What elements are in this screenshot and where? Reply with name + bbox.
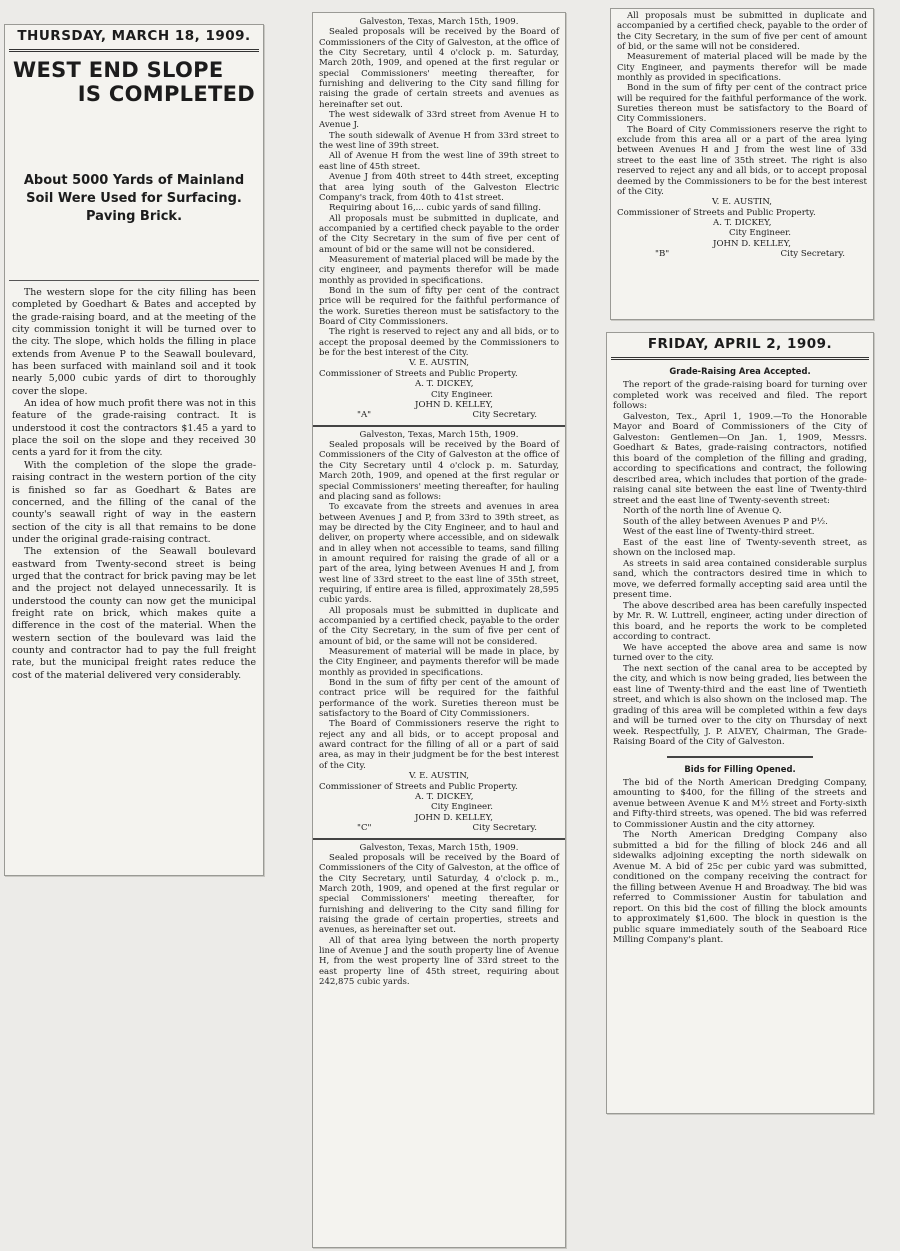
signer-name: JOHN D. KELLEY, bbox=[415, 812, 493, 823]
paragraph: Measurement of material placed will be made by the city engineer, and payments therefor will be made monthly as provided in specifications. bbox=[319, 254, 559, 286]
notice-date: Galveston, Texas, March 15th, 1909. bbox=[359, 842, 519, 853]
article-clipping-grade-raising bbox=[606, 332, 874, 1114]
paragraph: Bond in the sum of fifty per cent of the contract price will be required for the faithful performance of the work. Sureties thereon must be satisfactory to the Board of City Commissioners. bbox=[319, 285, 559, 327]
notice-last bbox=[313, 843, 565, 988]
notice-date: Galveston, Texas, March 15th, 1909. bbox=[359, 429, 519, 440]
notice-mark: "C" bbox=[357, 823, 372, 834]
paragraph: The west sidewalk of 33rd street from Avenue H to Avenue J. bbox=[319, 110, 559, 131]
headline bbox=[5, 52, 263, 106]
signer-title: City Secretary. bbox=[780, 249, 845, 260]
article-body bbox=[607, 778, 873, 946]
article-clipping-west-end-slope bbox=[4, 24, 264, 876]
signer-title: Commissioner of Streets and Public Property. bbox=[319, 368, 518, 379]
paragraph: All proposals must be submitted in duplicate and accompanied by a certified check, payable to the order of the City Secretary, in the sum of five per cent of amount of bid, or the same will not be considered. bbox=[319, 605, 559, 647]
signer-title: City Engineer. bbox=[729, 228, 792, 239]
paragraph: Measurement of material will be made in place, by the City Engineer, and payments therefor will be made monthly as provided in specifications. bbox=[319, 647, 559, 678]
subheadline: Grade-Raising Area Accepted. bbox=[669, 366, 811, 376]
signer-title: Commissioner of Streets and Public Property. bbox=[617, 207, 816, 218]
paragraph: With the completion of the slope the grade-raising contract in the western portion of the city is finished so far as Goedhart & Bates are concerned, and the filling of the canal of the county's seawall right of way in the eastern section of the city is all that remains to be done under the original grade-raising contract. bbox=[12, 459, 256, 545]
divider bbox=[313, 838, 565, 840]
paragraph: Measurement of material placed will be made by the City Engineer, and payments therefor will be made monthly as provided in specifications. bbox=[617, 52, 867, 84]
paragraph: The Board of Commissioners reserve the right to reject any and all bids, or to accept proposal and award contract for the filling of all or a part of said area, as may in their judgment be for the best interest of the City. bbox=[319, 719, 559, 771]
paragraph: The south sidewalk of Avenue H from 33rd street to the west line of 39th street. bbox=[319, 130, 559, 152]
paragraph: All proposals must be submitted in duplicate, and accompanied by a certified check payable to the order of the City Secretary in the sum of five per cent of amount of bid or the same will not be considered. bbox=[319, 213, 559, 255]
notice-mark: "A" bbox=[357, 410, 372, 421]
paragraph: As streets in said area contained considerable surplus sand, which the contractors desired time in which to move, we deferred formally accepting said area until the present time. bbox=[613, 558, 867, 600]
paragraph: Bond in the sum of fifty per cent of the amount of contract price will be required for the faithful performance of the work. Sureties thereon must be satisfactory to the Board of City Commissioners. bbox=[319, 678, 559, 720]
signer-name: V. E. AUSTIN, bbox=[711, 197, 773, 208]
paragraph: All of that area lying between the north property line of Avenue J and the south property line of Avenue H, from the west property line of 33rd street to the east property line of 45th street, requiring about 242,875 cubic yards. bbox=[319, 935, 559, 988]
paragraph: To excavate from the streets and avenues in area between Avenues J and P, from 33rd to 39th street, as may be directed by the City Engineer, and to haul and deliver, on property where accessible, and on sidewalk and in alley when not accessible to teams, sand filling in amount required for raising the grade of all or a part of the area, lying between Avenues H and J, from west line of 33rd street to the east line of 35th street, requiring, if entire area is filled, approximately 28,595 cubic yards. bbox=[319, 502, 559, 606]
paragraph: All proposals must be submitted in duplicate and accompanied by a certified check, payable to the order of the City Secretary, in the sum of five per cent of amount of bid, or the same will not be considered. bbox=[617, 11, 867, 53]
paragraph: West of the east line of Twenty-third street. bbox=[623, 527, 815, 537]
signer-title: City Secretary. bbox=[472, 410, 537, 421]
signer-name: A. T. DICKEY, bbox=[415, 791, 474, 802]
paragraph: South of the alley between Avenues P and P½. bbox=[623, 516, 828, 527]
paragraph: The western slope for the city filling has been completed by Goedhart & Bates and accepted by the grade-raising board, and at the meeting of the city commission tonight it will be turned over to the city. The slope, which holds the filling in place extends from Avenue P to the Seawall boulevard, has been surfaced with mainland soil and it took nearly 5,000 cubic yards of dirt to thoroughly cover the slope. bbox=[12, 287, 256, 397]
paragraph: The bid of the North American Dredging Company, amounting to $400, for the filling of the streets and avenue between Avenue K and M½ street and Forty-sixth and Fifty-third streets, was opened. The bid was referred to Commissioner Austin and the city attorney. bbox=[613, 777, 867, 830]
signer-title: City Engineer. bbox=[431, 389, 494, 400]
divider bbox=[313, 425, 565, 427]
dateline: THURSDAY, MARCH 18, 1909. bbox=[9, 25, 259, 52]
signer-title: City Secretary. bbox=[472, 823, 537, 834]
article-body bbox=[5, 287, 263, 682]
paragraph: The right is reserved to reject any and all bids, or to accept the proposal deemed by the Commissioners to be for the best interest of the City. bbox=[319, 327, 559, 358]
headline-line-2: IS COMPLETED bbox=[77, 82, 255, 106]
paragraph: The Board of City Commissioners reserve the right to exclude from this area all or a part of the area lying between Avenues H and J from the west line of 33d street to the east line of 35th street. The right is also reserved to reject any and all bids, or to accept proposal deemed by the Commissioners to be for the best interest of the City. bbox=[617, 124, 867, 197]
paragraph: North of the north line of Avenue Q. bbox=[623, 506, 782, 516]
subheadline: Bids for Filling Opened. bbox=[684, 763, 796, 774]
notice-a bbox=[313, 13, 565, 358]
paragraph: Sealed proposals will be received by the Board of Commissioners of the City of Galveston at the office of the City Secretary until 4 o'clock p. m. Saturday, March 20th, 1909, and opened at the first regular or special Commissioners' meeting thereafter, for hauling and placing sand as follows: bbox=[319, 440, 559, 502]
divider bbox=[9, 280, 259, 281]
paragraph: The above described area has been carefully inspected by Mr. R. W. Luttrell, engineer, acting under direction of this board, and he reports the work to be completed according to contract. bbox=[613, 600, 867, 642]
signature-block-c bbox=[313, 771, 565, 833]
article-body bbox=[607, 380, 873, 748]
deck-subheadline: About 5000 Yards of Mainland Soil Were Used for Surfacing. Paving Brick. bbox=[23, 173, 245, 224]
paragraph: Avenue J from 40th street to 44th street, excepting that area lying south of the Galveston Electric Company's track, from 40th to 41st street. bbox=[319, 172, 559, 203]
signer-name: V. E. AUSTIN, bbox=[408, 771, 470, 782]
notice-b-clipping bbox=[610, 8, 874, 320]
paragraph: The next section of the canal area to be accepted by the city, and which is now being graded, lies between the east line of Twenty-third and the east line of Twentieth street, and which is also shown on the inclosed map. The grading of this area will be completed within a few days and will be turned over to the city on Thursday of next week. Respectfully, J. P. ALVEY, Chairman, The Grade-Raising Board of the City of Galveston. bbox=[613, 663, 867, 747]
divider bbox=[667, 756, 813, 758]
signer-name: A. T. DICKEY, bbox=[415, 379, 474, 390]
notice-c bbox=[313, 430, 565, 771]
signer-title: City Engineer. bbox=[431, 802, 494, 813]
paragraph: Sealed proposals will be received by the Board of Commissioners of the City of Galveston, at the office of the City Secretary, until Saturday, 4 o'clock p. m., March 20th, 1909, and opened at the first regular or special Commissioners' meeting thereafter, for furnishing and delivering to the City sand filling for raising the grade of certain properties, streets and avenues, as hereinafter set out. bbox=[319, 852, 559, 936]
paragraph: Galveston, Tex., April 1, 1909.—To the Honorable Mayor and Board of Commissioners of the City of Galveston: Gentlemen—On Jan. 1, 1909, Messrs. Goedhart & Bates, grade-raising contractors, notified this board of the completion of the filling and grading, according to specifications and contract, the following described area, which includes that portion of the grade-raising canal site between the east line of Twenty-third street and the east line of Twenty-seventh street: bbox=[613, 411, 867, 506]
signer-name: JOHN D. KELLEY, bbox=[713, 238, 791, 249]
headline-line-1: WEST END SLOPE bbox=[13, 58, 224, 82]
paragraph: East of the east line of Twenty-seventh street, as shown on the inclosed map. bbox=[613, 537, 867, 558]
paragraph: The North American Dredging Company also submitted a bid for the filling of block 246 and all sidewalks adjoining excepting the north sidewalk on Avenue M. A bid of 25c per cubic yard was submitted, conditioned on the company receiving the contract for the filling between Avenue H and Broadway. The bid was referred to Commissioner Austin for tabulation and report. On this bid the cost of filling the block amounts to approximately $1,600. The block in question is the public square immediately south of the Seaboard Rice Milling Company's plant. bbox=[613, 830, 867, 945]
notice-date: Galveston, Texas, March 15th, 1909. bbox=[359, 17, 519, 27]
paragraph: Bond in the sum of fifty per cent of the contract price will be required for the faithful performance of the work. Sureties thereon must be satisfactory to the Board of City Commissioners. bbox=[617, 83, 867, 125]
paragraph: The report of the grade-raising board for turning over completed work was received and filed. The report follows: bbox=[613, 380, 867, 411]
notice-b bbox=[611, 9, 873, 197]
paragraph: All of Avenue H from the west line of 39th street to east line of 45th street. bbox=[319, 151, 559, 172]
signer-name: V. E. AUSTIN, bbox=[408, 358, 470, 369]
paragraph: Sealed proposals will be received by the Board of Commissioners of the City of Galveston, at the office of the City Secretary, until 4 o'clock p. m. Saturday, March 20th, 1909, and opened at the first regular or special Commissioners' meeting thereafter, for furnishing and delivering to the City sand filling for raising the grade of certain streets and avenues as hereinafter set out. bbox=[319, 27, 559, 110]
paragraph: The extension of the Seawall boulevard eastward from Twenty-second street is being urged that the contract for brick paving may be let and the project not delayed unnecessarily. It is understood the county can now get the municipal freight rate on brick, which makes quite a difference in the cost of the material. When the western section of the boulevard was laid the county and contractor had to pay the full freight rate, but the municipal freight rates reduce the cost of the material delivered very considerably. bbox=[12, 546, 256, 681]
signer-title: Commissioner of Streets and Public Property. bbox=[319, 781, 518, 792]
signature-block-a bbox=[313, 358, 565, 420]
signer-name: JOHN D. KELLEY, bbox=[415, 399, 493, 410]
paragraph: Requiring about 16,... cubic yards of sand filling. bbox=[329, 203, 541, 214]
paragraph: An idea of how much profit there was not in this feature of the grade-raising contract. It is understood it cost the contractors $1.45 a yard to place the soil on the slope and they received 30 cents a yard for it from the city. bbox=[12, 398, 256, 459]
signer-name: A. T. DICKEY, bbox=[713, 218, 772, 228]
notice-mark: "B" bbox=[655, 249, 670, 260]
dateline: FRIDAY, APRIL 2, 1909. bbox=[611, 333, 869, 360]
legal-notices-clipping bbox=[312, 12, 566, 1248]
signature-block-b bbox=[611, 197, 873, 259]
paragraph: We have accepted the above area and same is now turned over to the city. bbox=[613, 642, 867, 663]
